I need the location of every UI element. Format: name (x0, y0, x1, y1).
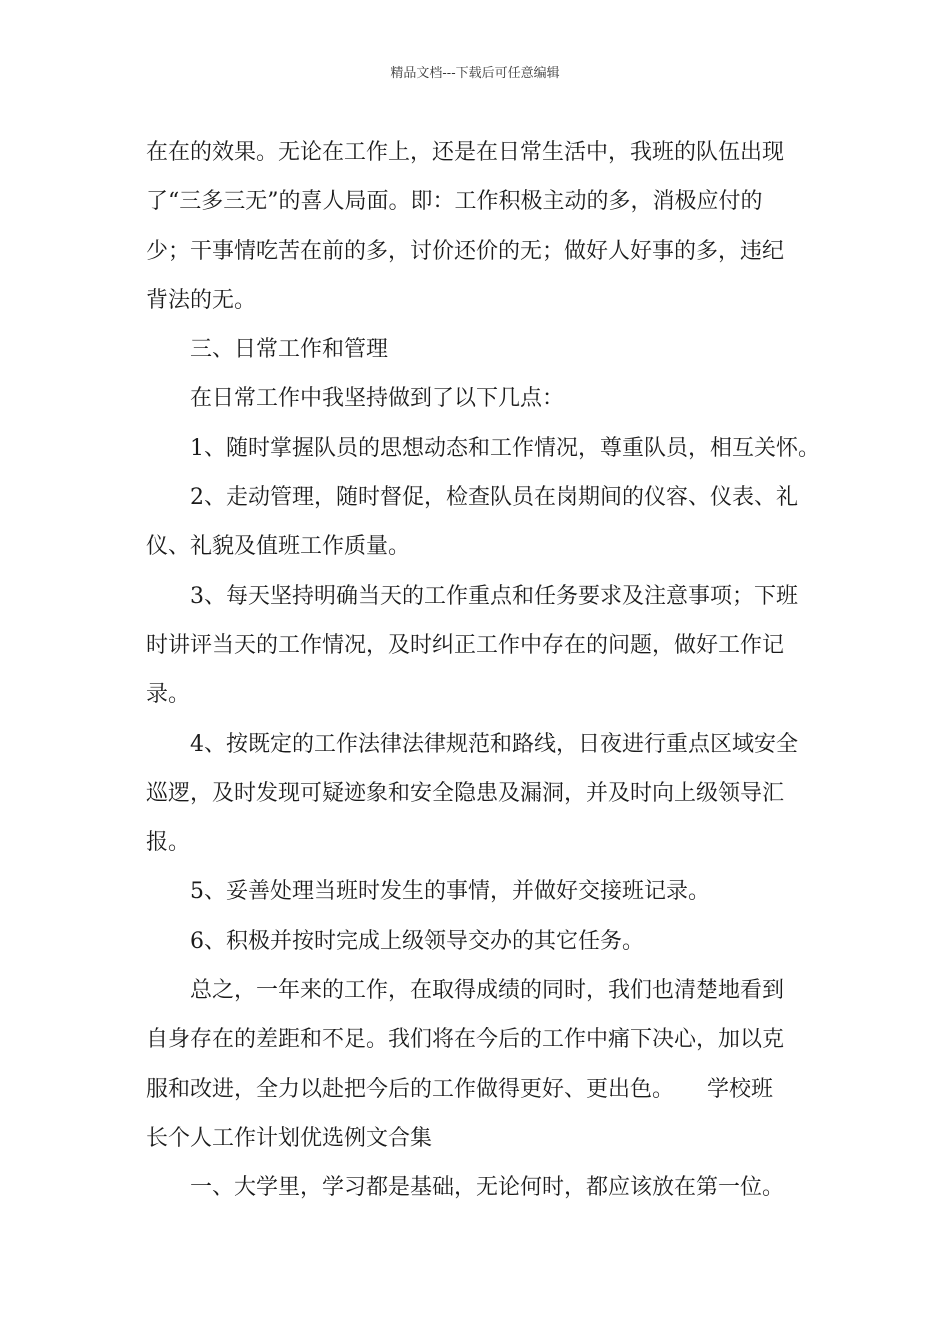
list-item: 3、每天坚持明确当天的工作重点和任务要求及注意事项；下班 时讲评当天的工作情况，及时纠正工作中存在的问题，做好工作记 录。 (146, 583, 798, 708)
list-item: 1、随时掌握队员的思想动态和工作情况，尊重队员，相互关怀。 (190, 435, 820, 461)
list-item: 5、妥善处理当班时发生的事情，并做好交接班记录。 (190, 879, 710, 905)
section-heading: 三、日常工作和管理 (190, 337, 389, 363)
paragraph: 一、大学里，学习都是基础，无论何时，都应该放在第一位。 (190, 1175, 785, 1201)
document-body (146, 128, 826, 1213)
paragraph: 在在的效果。无论在工作上，还是在日常生活中，我班的队伍出现 了“三多三无”的喜人局面。即：工作积极主动的多，消极应付的 少；干事情吃苦在前的多，讨价还价的无；做好人好事的多，违纪 背法的无。 (146, 140, 785, 313)
list-item: 6、积极并按时完成上级领导交办的其它任务。 (190, 928, 644, 954)
page-header: 精品文档---下载后可任意编辑 (390, 66, 560, 81)
list-item: 2、走动管理，随时督促，检查队员在岗期间的仪容、仪表、礼 仪、礼貌及值班工作质量。 (146, 485, 798, 560)
list-item: 4、按既定的工作法律法律规范和路线，日夜进行重点区域安全 巡逻，及时发现可疑迹象和安全隐患及漏洞，并及时向上级领导汇 报。 (146, 731, 798, 856)
paragraph: 总之，一年来的工作，在取得成绩的同时，我们也清楚地看到 自身存在的差距和不足。我们将在今后的工作中痛下决心，加以克 服和改进，全力以赴把今后的工作做得更好、更出色。 学校班 长个人工作计划优选例文合集 (146, 978, 785, 1151)
paragraph: 在日常工作中我坚持做到了以下几点： (190, 386, 565, 412)
